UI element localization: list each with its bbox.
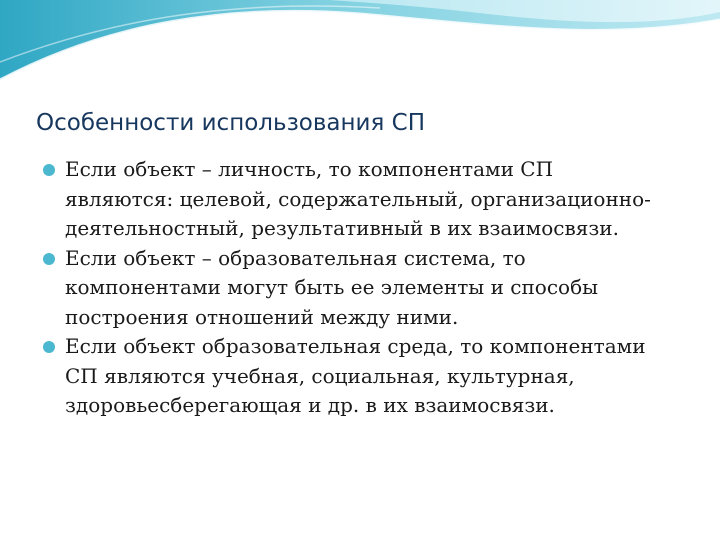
bullet-dot-icon [43,253,55,265]
bullet-line: компонентами могут быть ее элементы и способы [65,275,599,299]
bullet-line: Если объект – образовательная система, то [65,245,526,270]
bullet-line: Если объект образовательная среда, то компонентами [65,334,646,358]
bullet-line: здоровьесберегающая и др. в их взаимосвязи. [65,393,555,417]
bullet-dot-icon [43,164,55,176]
bullet-item [43,332,683,421]
header-wave-decoration [0,0,720,90]
slide-title: Особенности использования СП [36,110,426,136]
bullet-line: деятельностный, результативный в их взаимосвязи. [65,216,619,240]
bullet-list [43,155,683,421]
bullet-line: Если объект – личность, то компонентами СП [65,157,554,181]
bullet-line: являются: целевой, содержательный, организационно- [65,186,651,211]
bullet-dot-icon [43,341,55,353]
bullet-line: СП являются учебная, социальная, культурная, [65,363,575,388]
bullet-item [43,155,683,244]
bullet-item [43,244,683,333]
bullet-line: построения отношений между ними. [65,304,459,329]
